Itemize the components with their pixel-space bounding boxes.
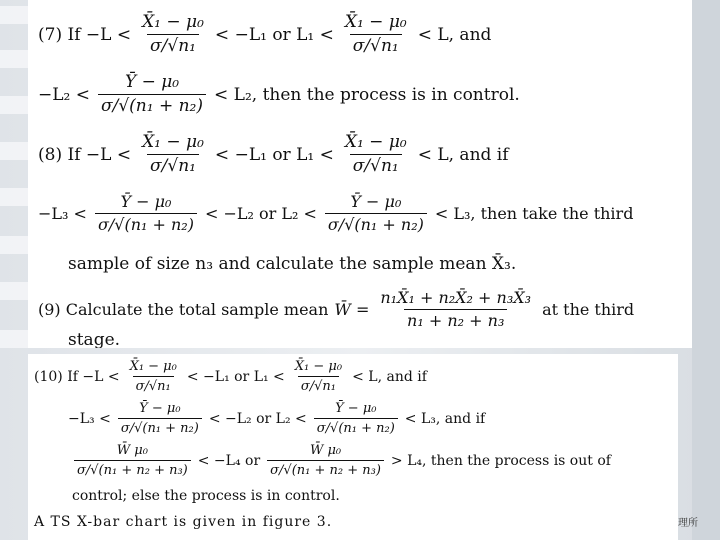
step-7-line-2 bbox=[38, 74, 520, 115]
denominator: σ/√(n₁ + n₂) bbox=[325, 213, 427, 233]
steps-7-9-panel bbox=[28, 0, 692, 348]
numerator: Ȳ − μ₀ bbox=[335, 401, 377, 416]
text: at the third bbox=[542, 300, 635, 319]
footer-mark: 理所 bbox=[678, 518, 698, 529]
denominator: n₁ + n₂ + n₃ bbox=[404, 309, 507, 329]
numerator: Ȳ − μ₀ bbox=[120, 192, 172, 211]
fraction bbox=[267, 444, 384, 477]
text: sample of size n₃ and calculate the sample mean X̄₃. bbox=[68, 254, 517, 274]
step-8-line-3 bbox=[68, 254, 516, 274]
text: < −L₁ or L₁ < bbox=[214, 144, 334, 165]
text: < −L₁ or L₁ < bbox=[214, 24, 334, 45]
text: −L₃ < bbox=[68, 410, 111, 427]
denominator: σ/√(n₁ + n₂) bbox=[98, 94, 206, 115]
step-10-line-4 bbox=[72, 488, 340, 504]
text: (7) If −L < bbox=[38, 24, 132, 45]
text: < L₃, then take the third bbox=[434, 204, 634, 223]
step-8-line-1 bbox=[38, 134, 509, 175]
denominator: σ/√(n₁ + n₂) bbox=[118, 418, 202, 435]
slide-edge-strip bbox=[692, 0, 720, 540]
text: control; else the process is in control. bbox=[72, 488, 340, 504]
numerator: X̄₁ − μ₀ bbox=[142, 132, 204, 152]
text: (9) Calculate the total sample mean bbox=[38, 300, 329, 319]
step-8-line-2 bbox=[38, 194, 633, 233]
text: < L, and bbox=[417, 24, 492, 45]
numerator: W̄ μ₀ bbox=[116, 443, 148, 458]
figure-caption bbox=[34, 514, 332, 530]
text: −L₂ < bbox=[38, 84, 90, 105]
text: < L₂, then the process is in control. bbox=[214, 84, 520, 105]
text: > L₄, then the process is out of bbox=[390, 452, 611, 469]
fraction bbox=[98, 74, 206, 115]
numerator: X̄₁ − μ₀ bbox=[129, 359, 177, 374]
numerator: n₁X̄₁ + n₂X̄₂ + n₃X̄₃ bbox=[380, 288, 532, 307]
fraction bbox=[127, 360, 180, 393]
step-9-line-2 bbox=[68, 330, 120, 348]
denominator: σ/√n₁ bbox=[350, 34, 402, 55]
text: < −L₄ or bbox=[197, 452, 261, 469]
step-7-line-1 bbox=[38, 14, 491, 55]
step-10-panel bbox=[28, 354, 678, 540]
denominator: σ/√n₁ bbox=[147, 154, 199, 175]
denominator: σ/√n₁ bbox=[298, 376, 339, 393]
fraction bbox=[342, 134, 410, 175]
denominator: σ/√n₁ bbox=[133, 376, 174, 393]
numerator: X̄₁ − μ₀ bbox=[344, 132, 407, 152]
text: < −L₂ or L₂ < bbox=[208, 410, 307, 427]
fraction bbox=[95, 194, 197, 233]
fraction bbox=[377, 290, 534, 329]
numerator: X̄₁ − μ₀ bbox=[142, 12, 204, 32]
caption-text: A TS X-bar chart is given in figure 3. bbox=[34, 514, 333, 530]
fraction bbox=[292, 360, 345, 393]
text: (8) If −L < bbox=[38, 144, 132, 165]
step-10-line-2 bbox=[68, 402, 485, 435]
fraction bbox=[74, 444, 191, 477]
denominator: σ/√(n₁ + n₂ + n₃) bbox=[267, 460, 384, 477]
numerator: Ȳ − μ₀ bbox=[124, 72, 180, 92]
denominator: σ/√(n₁ + n₂) bbox=[95, 213, 197, 233]
numerator: X̄₁ − μ₀ bbox=[344, 12, 407, 32]
fraction bbox=[314, 402, 398, 435]
denominator: σ/√(n₁ + n₂ + n₃) bbox=[74, 460, 191, 477]
fraction bbox=[325, 194, 427, 233]
numerator: Ȳ − μ₀ bbox=[139, 401, 181, 416]
fraction bbox=[139, 134, 207, 175]
fraction bbox=[139, 14, 207, 55]
text: < L₃, and if bbox=[404, 410, 486, 427]
step-9-line-1 bbox=[38, 290, 634, 329]
fraction bbox=[342, 14, 410, 55]
fraction bbox=[118, 402, 202, 435]
denominator: σ/√n₁ bbox=[147, 34, 199, 55]
numerator: W̄ μ₀ bbox=[309, 443, 342, 458]
text: (10) If −L < bbox=[34, 368, 120, 385]
total-mean-symbol: W̄ = bbox=[334, 300, 370, 319]
step-10-line-1 bbox=[34, 360, 427, 393]
text: < L, and if bbox=[417, 144, 509, 165]
denominator: σ/√n₁ bbox=[350, 154, 402, 175]
text: < −L₂ or L₂ < bbox=[204, 204, 317, 223]
denominator: σ/√(n₁ + n₂) bbox=[314, 418, 398, 435]
numerator: Ȳ − μ₀ bbox=[350, 192, 402, 211]
text: < L, and if bbox=[352, 368, 427, 385]
text: < −L₁ or L₁ < bbox=[186, 368, 285, 385]
numerator: X̄₁ − μ₀ bbox=[294, 359, 343, 374]
text: −L₃ < bbox=[38, 204, 87, 223]
text: stage. bbox=[68, 330, 121, 348]
step-10-line-3 bbox=[72, 444, 611, 477]
